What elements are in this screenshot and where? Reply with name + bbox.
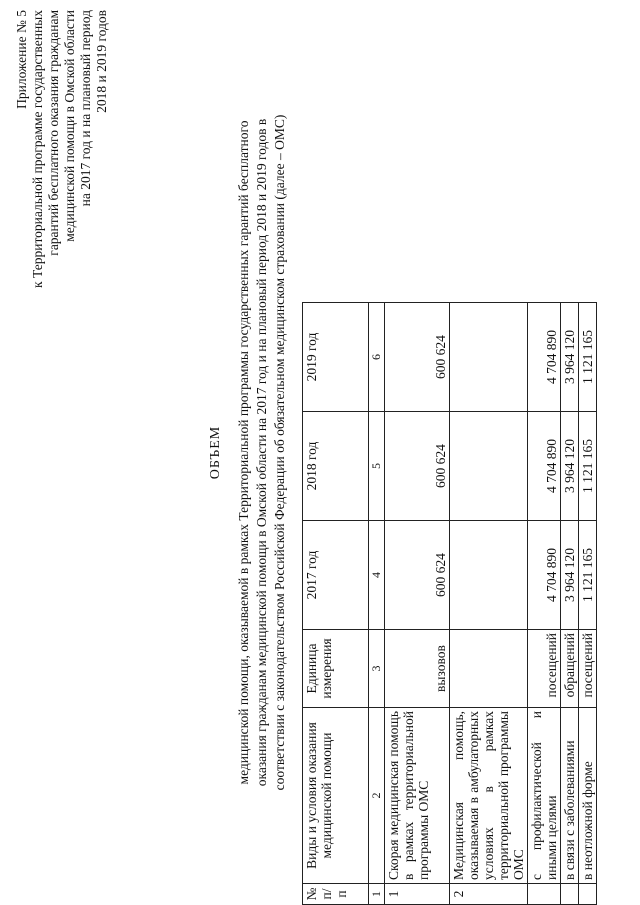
row-unit [450, 630, 528, 708]
column-number: 3 [369, 630, 385, 708]
row-value-2018: 1 121 165 [579, 412, 597, 521]
row-value-2019: 3 964 120 [561, 303, 579, 412]
table-header-row [303, 303, 369, 905]
appendix-line: 2018 и 2019 годов [94, 10, 109, 113]
row-number [579, 884, 597, 905]
table-row [528, 303, 561, 905]
document-subtitle-line-1: медицинской помощи, оказываемой в рамках Территориальной программы государственных гарантий бесплатного [236, 120, 251, 785]
row-value-2017: 4 704 890 [528, 521, 561, 630]
row-kind: Медицинская помощь, оказываемая в амбулаторных условиях в рамках территориальной программы ОМС [450, 708, 528, 884]
document-subtitle-line-2: оказания гражданам медицинской помощи в Омской области на 2017 год и на плановый период 2018 и 2019 годов в [254, 118, 269, 787]
row-kind: Скорая медицинская помощь в рамках территориальной программы ОМС [385, 708, 450, 884]
column-number: 6 [369, 303, 385, 412]
row-number: 2 [450, 884, 528, 905]
volume-table [302, 302, 597, 905]
row-kind: в связи с заболеваниями [561, 708, 579, 884]
row-kind: с профилактической и иными целями [528, 708, 561, 884]
row-number: 1 [385, 884, 450, 905]
appendix-line: гарантий бесплатного оказания гражданам [46, 10, 61, 256]
table-row [450, 303, 528, 905]
table-row [561, 303, 579, 905]
appendix-note [14, 10, 110, 288]
row-value-2017 [450, 521, 528, 630]
appendix-line: на 2017 год и на плановый период [78, 10, 93, 207]
table-row [385, 303, 450, 905]
header-number: № п/п [303, 884, 369, 905]
document-title: ОБЪЕМ [208, 425, 223, 480]
row-number [528, 884, 561, 905]
row-value-2017: 1 121 165 [579, 521, 597, 630]
row-value-2019 [450, 303, 528, 412]
row-value-2018: 3 964 120 [561, 412, 579, 521]
document-subtitle-line-3: соответствии с законодательством Российской Федерации об обязательном медицинском страховании (далее – ОМС) [272, 114, 287, 791]
row-value-2018 [450, 412, 528, 521]
row-value-2017: 600 624 [385, 521, 450, 630]
row-value-2017: 3 964 120 [561, 521, 579, 630]
row-unit: обращений [561, 630, 579, 708]
row-value-2019: 4 704 890 [528, 303, 561, 412]
row-unit: вызовов [385, 630, 450, 708]
header-unit: Единица измерения [303, 630, 369, 708]
header-2018: 2018 год [303, 412, 369, 521]
row-value-2018: 4 704 890 [528, 412, 561, 521]
header-2017: 2017 год [303, 521, 369, 630]
table-row [579, 303, 597, 905]
header-2019: 2019 год [303, 303, 369, 412]
row-unit: посещений [528, 630, 561, 708]
appendix-line: медицинской помощи в Омской области [62, 10, 77, 242]
appendix-line: Приложение № 5 [14, 10, 29, 109]
column-number: 5 [369, 412, 385, 521]
column-number: 1 [369, 884, 385, 905]
row-value-2019: 1 121 165 [579, 303, 597, 412]
column-number-row [369, 303, 385, 905]
column-number: 4 [369, 521, 385, 630]
row-unit: посещений [579, 630, 597, 708]
row-kind: в неотложной форме [579, 708, 597, 884]
column-number: 2 [369, 708, 385, 884]
appendix-line: к Территориальной программе государственных [30, 10, 45, 288]
row-value-2019: 600 624 [385, 303, 450, 412]
row-value-2018: 600 624 [385, 412, 450, 521]
header-kind: Виды и условия оказания медицинской помощи [303, 708, 369, 884]
row-number [561, 884, 579, 905]
